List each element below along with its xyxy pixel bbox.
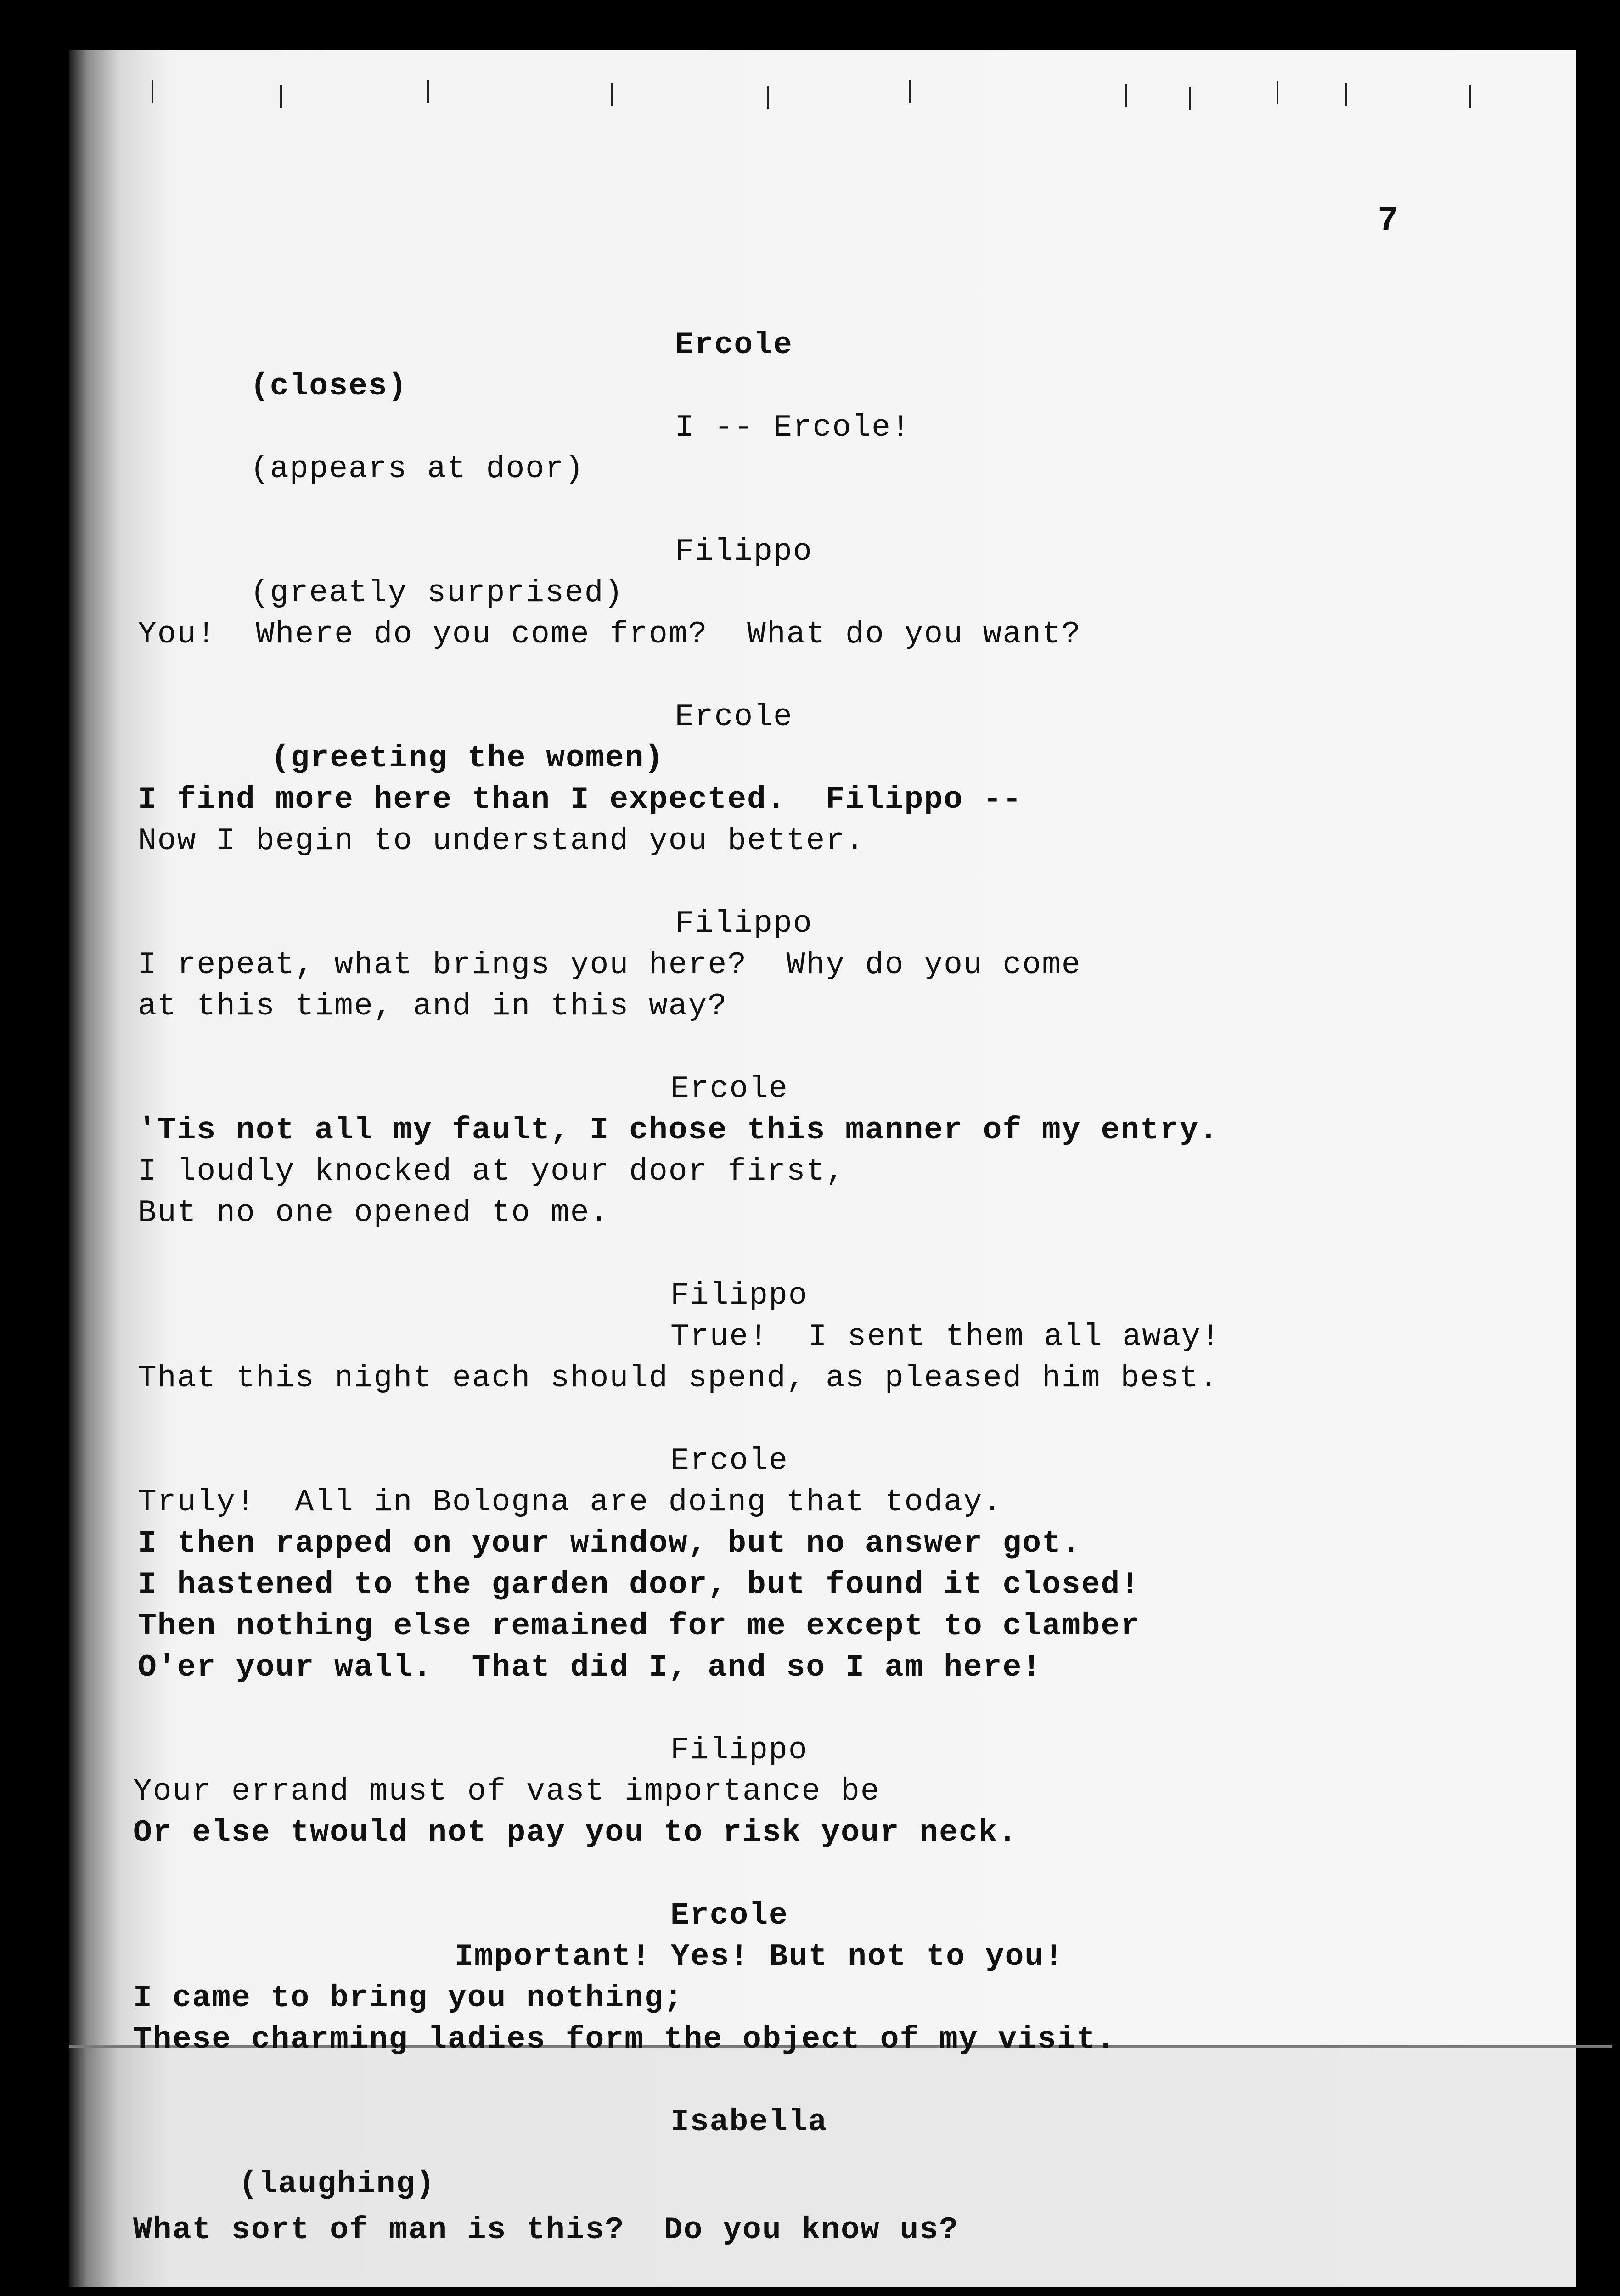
dialogue-line: O'er your wall. That did I, and so I am here! [138,1650,1042,1685]
speaker-name: Ercole [670,1898,788,1933]
tick-mark [1345,83,1347,106]
stage-direction: (laughing) [239,2167,436,2202]
dialogue-line: You! Where do you come from? What do you want? [138,617,1081,652]
dialogue-line: I find more here than I expected. Filippo -- [138,782,1023,817]
dialogue-line: But no one opened to me. [138,1195,610,1231]
dialogue-line: Important! Yes! But not to you! [455,1939,1064,1975]
tick-mark [427,80,429,103]
tick-mark [1277,81,1278,104]
stage-direction: (greatly surprised) [250,575,624,611]
tick-mark [1469,85,1471,108]
tick-mark [280,85,282,108]
dialogue-line: at this time, and in this way? [138,989,728,1024]
tick-mark [611,83,613,106]
dialogue-line: These charming ladies form the object of my visit. [133,2022,1116,2057]
speaker-name: Ercole [675,699,793,735]
dialogue-line: Or else twould not pay you to risk your neck. [133,1815,1018,1851]
dialogue-line: Your errand must of vast importance be [133,1774,880,1809]
stage-direction: (greeting the women) [271,741,664,776]
speaker-name: Ercole [670,1443,788,1479]
dialogue-line: I came to bring you nothing; [133,1981,684,2016]
stage-direction: (appears at door) [250,451,585,487]
speaker-name: Filippo [675,906,813,941]
dialogue-line: Then nothing else remained for me except to clamber [138,1609,1141,1644]
page-number: 7 [1378,201,1399,241]
tick-mark [767,86,769,109]
speaker-name: Filippo [670,1733,808,1768]
dialogue-line: I -- Ercole! [675,410,911,445]
speaker-name: Isabella [670,2105,828,2140]
dialogue-line: Now I begin to understand you better. [138,823,865,859]
tick-mark [152,80,153,103]
dialogue-line: What sort of man is this? Do you know us? [133,2212,959,2248]
dialogue-line: I hastened to the garden door, but found it closed! [138,1567,1141,1603]
dialogue-line: I then rapped on your window, but no answer got. [138,1526,1081,1561]
speaker-name: Filippo [675,534,813,569]
tick-mark [909,80,911,103]
header-tick-marks [152,80,1575,117]
stage-direction: (closes) [250,369,408,404]
speaker-name: Ercole [670,1071,788,1107]
dialogue-line: I repeat, what brings you here? Why do you come [138,947,1081,983]
tick-mark [1189,87,1191,110]
dialogue-line: That this night each should spend, as pleased him best. [138,1361,1219,1396]
tick-mark [1125,84,1127,107]
speaker-name: Ercole [675,327,793,363]
dialogue-line: True! I sent them all away! [670,1319,1221,1355]
dialogue-line: 'Tis not all my fault, I chose this manner of my entry. [138,1113,1219,1148]
dialogue-line: Truly! All in Bologna are doing that today. [138,1485,1003,1520]
dialogue-line: I loudly knocked at your door first, [138,1154,846,1189]
speaker-name: Filippo [670,1278,808,1313]
